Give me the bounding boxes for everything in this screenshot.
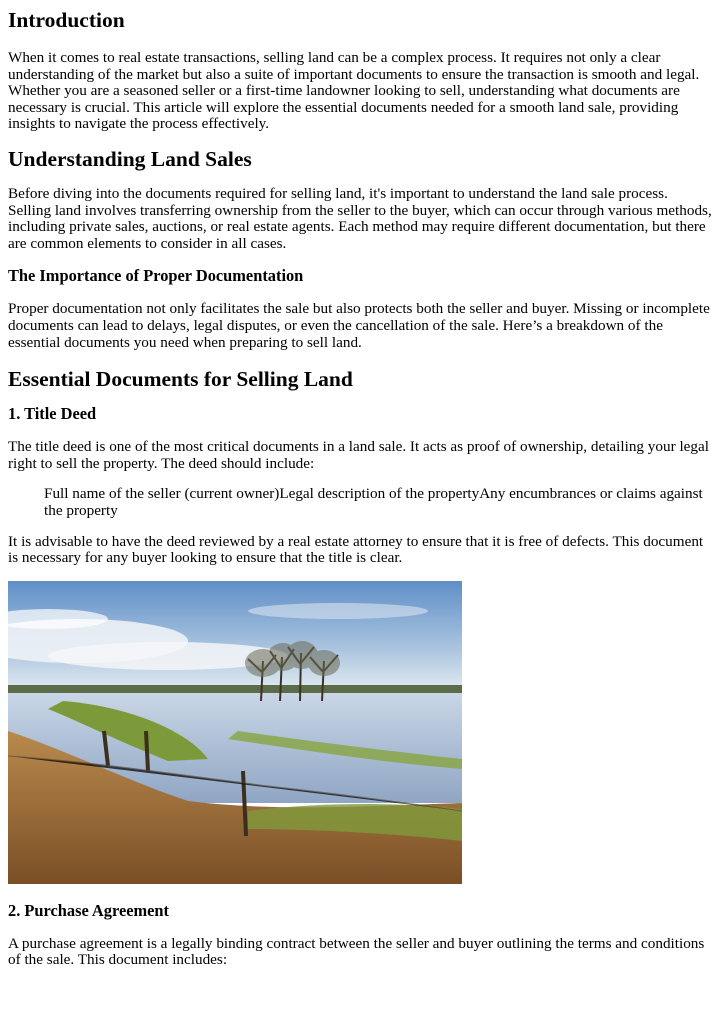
heading-purchase-agreement: 2. Purchase Agreement <box>8 900 169 920</box>
paragraph-title-deed-advice: It is advisable to have the deed reviewed by a real estate attorney to ensure that it is free of defects. This document is necessary for any buyer looking to ensure that the title is clear. <box>8 532 704 567</box>
paragraph-purchase-agreement: A purchase agreement is a legally binding contract between the seller and buyer outlining the terms and conditions of the sale. This document includes: <box>8 934 705 969</box>
paragraph-importance-of-documentation: Proper documentation not only facilitates the sale but also protects both the seller and buyer. Missing or incomplete documents can lead to delays, legal disputes, or even the cancellation of the sale. Here’s a breakdown of the essential documents you need when preparing to sell land. <box>8 300 710 351</box>
heading-introduction: Introduction <box>8 8 125 32</box>
heading-understanding-land-sales: Understanding Land Sales <box>8 146 252 171</box>
paragraph-introduction: When it comes to real estate transactions, selling land can be a complex process. It requires not only a clear understanding of the market but also a suite of important documents to ensure the transaction is smooth and legal. Whether you are a seasoned seller or a first-time landowner looking to sell, understanding what documents are necessary is crucial. This article will explore the essential documents needed for a smooth land sale, providing insights to navigate the process effectively. <box>8 49 700 133</box>
title-deed-list: Full name of the seller (current owner)Legal description of the propertyAny encumbrances or claims against the property <box>44 485 703 519</box>
heading-title-deed: 1. Title Deed <box>8 404 97 424</box>
paragraph-understanding-land-sales: Before diving into the documents required for selling land, it's important to understand the land sale process. Selling land involves transferring ownership from the seller to the buyer, which can occur through various methods, including private sales, auctions, or real estate agents. Each method may require different documentation, but there are common elements to consider in all cases. <box>8 184 712 252</box>
heading-essential-documents: Essential Documents for Selling Land <box>8 367 353 392</box>
paragraph-title-deed: The title deed is one of the most critical documents in a land sale. It acts as proof of ownership, detailing your legal right to sell the property. The deed should include: <box>8 438 709 472</box>
heading-importance-of-documentation: The Importance of Proper Documentation <box>8 266 304 286</box>
flooded-field-photo <box>8 581 462 884</box>
